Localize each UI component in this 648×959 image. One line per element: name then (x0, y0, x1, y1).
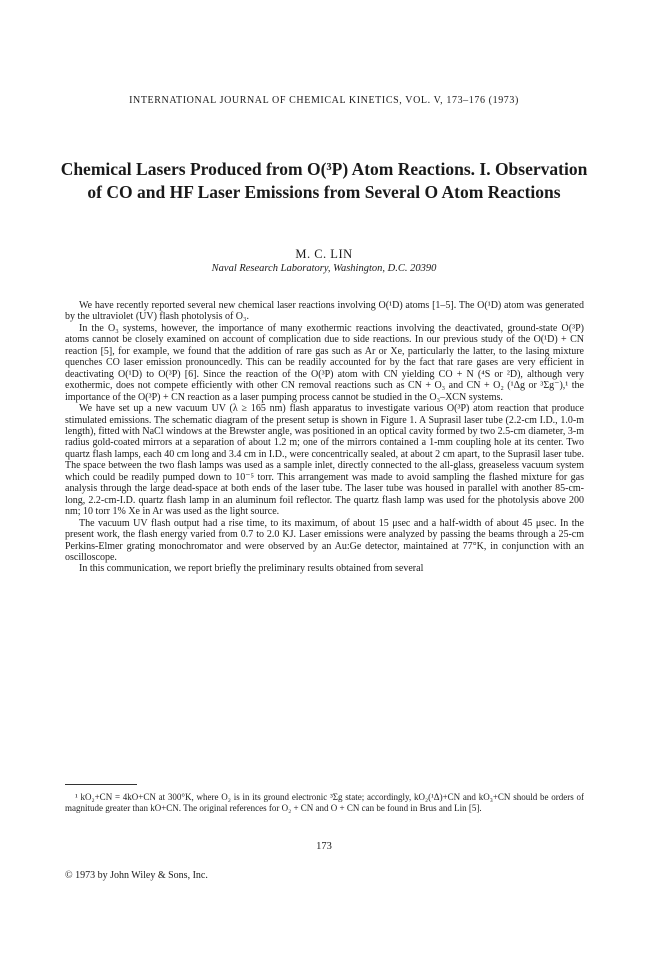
article-title: Chemical Lasers Produced from O(³P) Atom Reactions. I. Observation of CO and HF Laser Emissions from Several O Atom Reactions (60, 159, 588, 202)
journal-header: INTERNATIONAL JOURNAL OF CHEMICAL KINETICS, VOL. V, 173–176 (1973) (129, 95, 519, 106)
copyright-notice: © 1973 by John Wiley & Sons, Inc. (65, 870, 208, 881)
body-paragraph: We have set up a new vacuum UV (λ ≥ 165 nm) flash apparatus to investigate various O(³P) atom reaction that produce stimulated emissions. The schematic diagram of the present setup is shown in Figure 1. A Suprasil laser tube (2.2-cm I.D., 1.0-m length), fitted with NaCl windows at the Brewster angle, was positioned in an optical cavity formed by two 2.5-cm diameter, 3-m radius gold-coated mirrors at a separation of about 1.2 m; one of the mirrors contained a 1-mm coupling hole at its center. Two quartz flash lamps, each 40 cm long and 3.4 cm in I.D., were concentrically sealed, at about 2 cm apart, to the Suprasil laser tube. The space between the two flash lamps was used as a sample inlet, directly connected to the all-glass, greaseless vacuum system which could be readily pumped down to 10⁻⁵ torr. This arrangement was made to avoid sampling the flashed mixture for gas analysis through the large dead-space at both ends of the laser tube. The laser tube was housed in parallel with another 85-cm-long, 2.2-cm-I.D. quartz flash lamp in an aluminum foil reflector. The quartz flash lamp was used for the photolysis above 200 nm; 10 torr 1% Xe in Ar was used as the light source. (65, 403, 584, 518)
body-paragraph: In the O₃ systems, however, the importance of many exothermic reactions involving the deactivated, ground-state O(³P) atoms cannot be closely examined on account of complication due to side reactions. In our previous study of the O(¹D) + CN reaction [5], for example, we found that the addition of rare gas such as Ar or Xe, particularly the latter, to the lasing mixture quenches CO laser emission pronouncedly. This can be readily accounted for by the fact that rare gases are very efficient in deactivating O(¹D) to O(³P) [6]. Since the reaction of the O(³P) atom with CN yielding CO + N (⁴S or ²D), although very exothermic, does not compete efficiently with other CN removal reactions such as CN + O₃ and CN + O₂ (¹Δg or ³Σg⁻),¹ the importance of the O(³P) + CN reaction as a laser pumping process cannot be studied in the O₃–XCN systems. (65, 322, 584, 403)
footnote (65, 792, 584, 814)
article-body (65, 300, 584, 575)
author-name: M. C. LIN (295, 247, 353, 261)
footnote-divider (65, 784, 137, 785)
page-number: 173 (316, 841, 332, 852)
body-paragraph: The vacuum UV flash output had a rise time, to its maximum, of about 15 μsec and a half-width of about 45 μsec. In the present work, the flash energy varied from 0.7 to 2.0 KJ. Laser emissions were analyzed by passing the beams through a 25-cm Perkins-Elmer grating monochromator and were observed by an Au:Ge detector, maintained at 77°K, in conjunction with an oscilloscope. (65, 517, 584, 563)
body-paragraph: In this communication, we report briefly the preliminary results obtained from several (79, 563, 424, 575)
author-affiliation: Naval Research Laboratory, Washington, D.C. 20390 (211, 263, 437, 274)
footnote-text: ¹ kO₂+CN = 4kO+CN at 300°K, where O₂ is in its ground electronic ³Σg state; accordingly, kO₂(¹Δ)+CN and kO₃+CN should be orders of magnitude greater than kO+CN. The original references for O₂ + CN and O + CN can be found in Brus and Lin [5]. (65, 792, 584, 813)
body-paragraph: We have recently reported several new chemical laser reactions involving O(¹D) atoms [1–5]. The O(¹D) atom was generated by the ultraviolet (UV) flash photolysis of O₃. (65, 300, 584, 323)
